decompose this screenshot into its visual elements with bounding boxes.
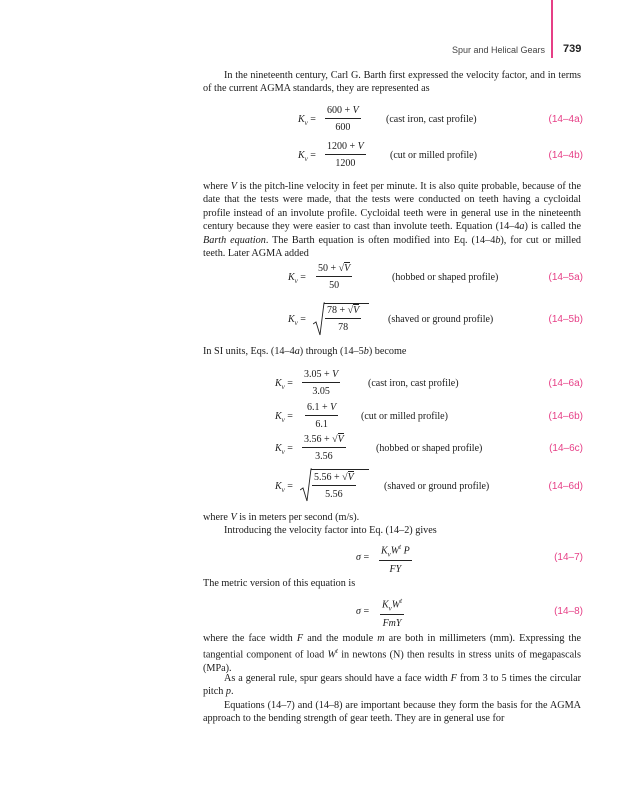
- equation-number: (14–7): [554, 552, 583, 563]
- equation-lhs: $K_v$ =: [275, 443, 293, 456]
- equation-number: (14–8): [554, 606, 583, 617]
- equation-condition: (hobbed or shaped profile): [392, 272, 499, 283]
- equation-number: (14–4b): [548, 150, 583, 161]
- sqrt-icon: √: [332, 434, 338, 445]
- equation-lhs: $K_v$ =: [298, 150, 316, 163]
- sqrt-icon: √: [347, 305, 354, 316]
- equation-lhs: σ =: [356, 552, 370, 563]
- paragraph-si-units: In SI units, Eqs. (14–4a) through (14–5b) become: [203, 346, 407, 357]
- equation-14-5b: [203, 305, 583, 335]
- header-rule: [551, 0, 553, 58]
- equation-14-4b: [203, 141, 583, 171]
- equation-14-7: [203, 543, 583, 576]
- radical-bar: [311, 469, 369, 470]
- equation-condition: (cast iron, cast profile): [368, 378, 459, 389]
- running-title: Spur and Helical Gears: [451, 45, 545, 55]
- equation-lhs: σ =: [356, 606, 370, 617]
- equation-lhs: $K_v$ =: [275, 481, 293, 494]
- fraction: $\frac{1200 + V}{1200}$: [327, 141, 364, 169]
- paragraph-introducing: Introducing the velocity factor into Eq. (14–2) gives: [224, 525, 437, 536]
- equation-condition: (cut or milled profile): [361, 411, 448, 422]
- paragraph-face-width: where the face width F and the module m are both in millimeters (mm). Expressing the tangential component of load $W^t$ in newtons (N) then results in stress units of megapascals (MPa).: [203, 633, 581, 675]
- equation-number: (14–4a): [548, 114, 583, 125]
- equation-14-6a: [203, 369, 583, 399]
- equation-number: (14–6b): [548, 411, 583, 422]
- page-number: 739: [563, 43, 582, 55]
- fraction: $K_vW^t$ FmY: [382, 597, 403, 630]
- equation-condition: (shaved or ground profile): [388, 314, 494, 325]
- paragraph-metric: The metric version of this equation is: [203, 578, 356, 589]
- fraction: $\frac{3.05 + V}{3.05}$: [304, 369, 339, 397]
- radical-bar: [324, 303, 369, 304]
- radical-sign-icon: [300, 468, 312, 505]
- fraction: $\frac{78 + √V}{78}$: [327, 305, 360, 333]
- paragraph-equations-important: Equations (14–7) and (14–8) are important because they form the basis for the AGMA approach to the bending strength of gear teeth. They are in general use for: [203, 700, 581, 725]
- equation-number: (14–6a): [548, 378, 583, 389]
- equation-number: (14–5a): [548, 272, 583, 283]
- equation-14-8: [203, 597, 583, 630]
- fraction: $\frac{6.1 + V}{6.1}$: [307, 402, 337, 430]
- equation-condition: (hobbed or shaped profile): [376, 443, 483, 454]
- equation-condition: (cut or milled profile): [390, 150, 477, 161]
- fraction: $\frac{50 + √V}{50}$: [318, 263, 351, 291]
- equation-14-4a: [203, 105, 583, 135]
- equation-condition: (shaved or ground profile): [384, 481, 490, 492]
- equation-condition: (cast iron, cast profile): [386, 114, 477, 125]
- paragraph-si-note: where V is in meters per second (m/s).: [203, 512, 360, 523]
- equation-14-5a: [203, 263, 583, 293]
- equation-14-6c: [203, 434, 583, 464]
- equation-lhs: $K_v$ =: [275, 411, 293, 424]
- fraction: $K_vW^t$ P FY: [381, 543, 410, 576]
- sqrt-icon: √: [342, 472, 348, 483]
- equation-14-6d: [203, 472, 583, 502]
- equation-number: (14–6c): [549, 443, 583, 454]
- sqrt-icon: √: [338, 263, 345, 274]
- paragraph-intro: In the nineteenth century, Carl G. Barth first expressed the velocity factor, and in terms of the current AGMA standards, they are represented as: [203, 70, 581, 95]
- radical-sign-icon: [313, 302, 325, 339]
- fraction: $\frac{3.56 + √V}{3.56}$: [304, 434, 344, 462]
- equation-14-6b: [203, 402, 583, 432]
- equation-number: (14–5b): [548, 314, 583, 325]
- equation-lhs: $K_v$ =: [288, 314, 306, 327]
- equation-number: (14–6d): [548, 481, 583, 492]
- equation-lhs: $K_v$ =: [275, 378, 293, 391]
- paragraph-barth: where V is the pitch-line velocity in feet per minute. It is also quite probable, because of the date that the tests were made, that the tests were conducted on teeth having a cycloidal profile instead of an involute profile. Cycloidal teeth were in general use in the nineteenth century because they were easier to cast than involute teeth. Equation (14–4a) is called the Barth equation. The Barth equation is often modified into Eq. (14–4b), for cut or milled teeth. Later AGMA added: [203, 181, 582, 260]
- equation-lhs: $K_v$ =: [288, 272, 306, 285]
- paragraph-general-rule: As a general rule, spur gears should have a face width F from 3 to 5 times the circular pitch p.: [203, 673, 581, 698]
- fraction: $\frac{600 + V}{600}$: [327, 105, 359, 133]
- fraction: $\frac{5.56 + √V}{5.56}$: [314, 472, 354, 500]
- equation-lhs: $K_v$ =: [298, 114, 316, 127]
